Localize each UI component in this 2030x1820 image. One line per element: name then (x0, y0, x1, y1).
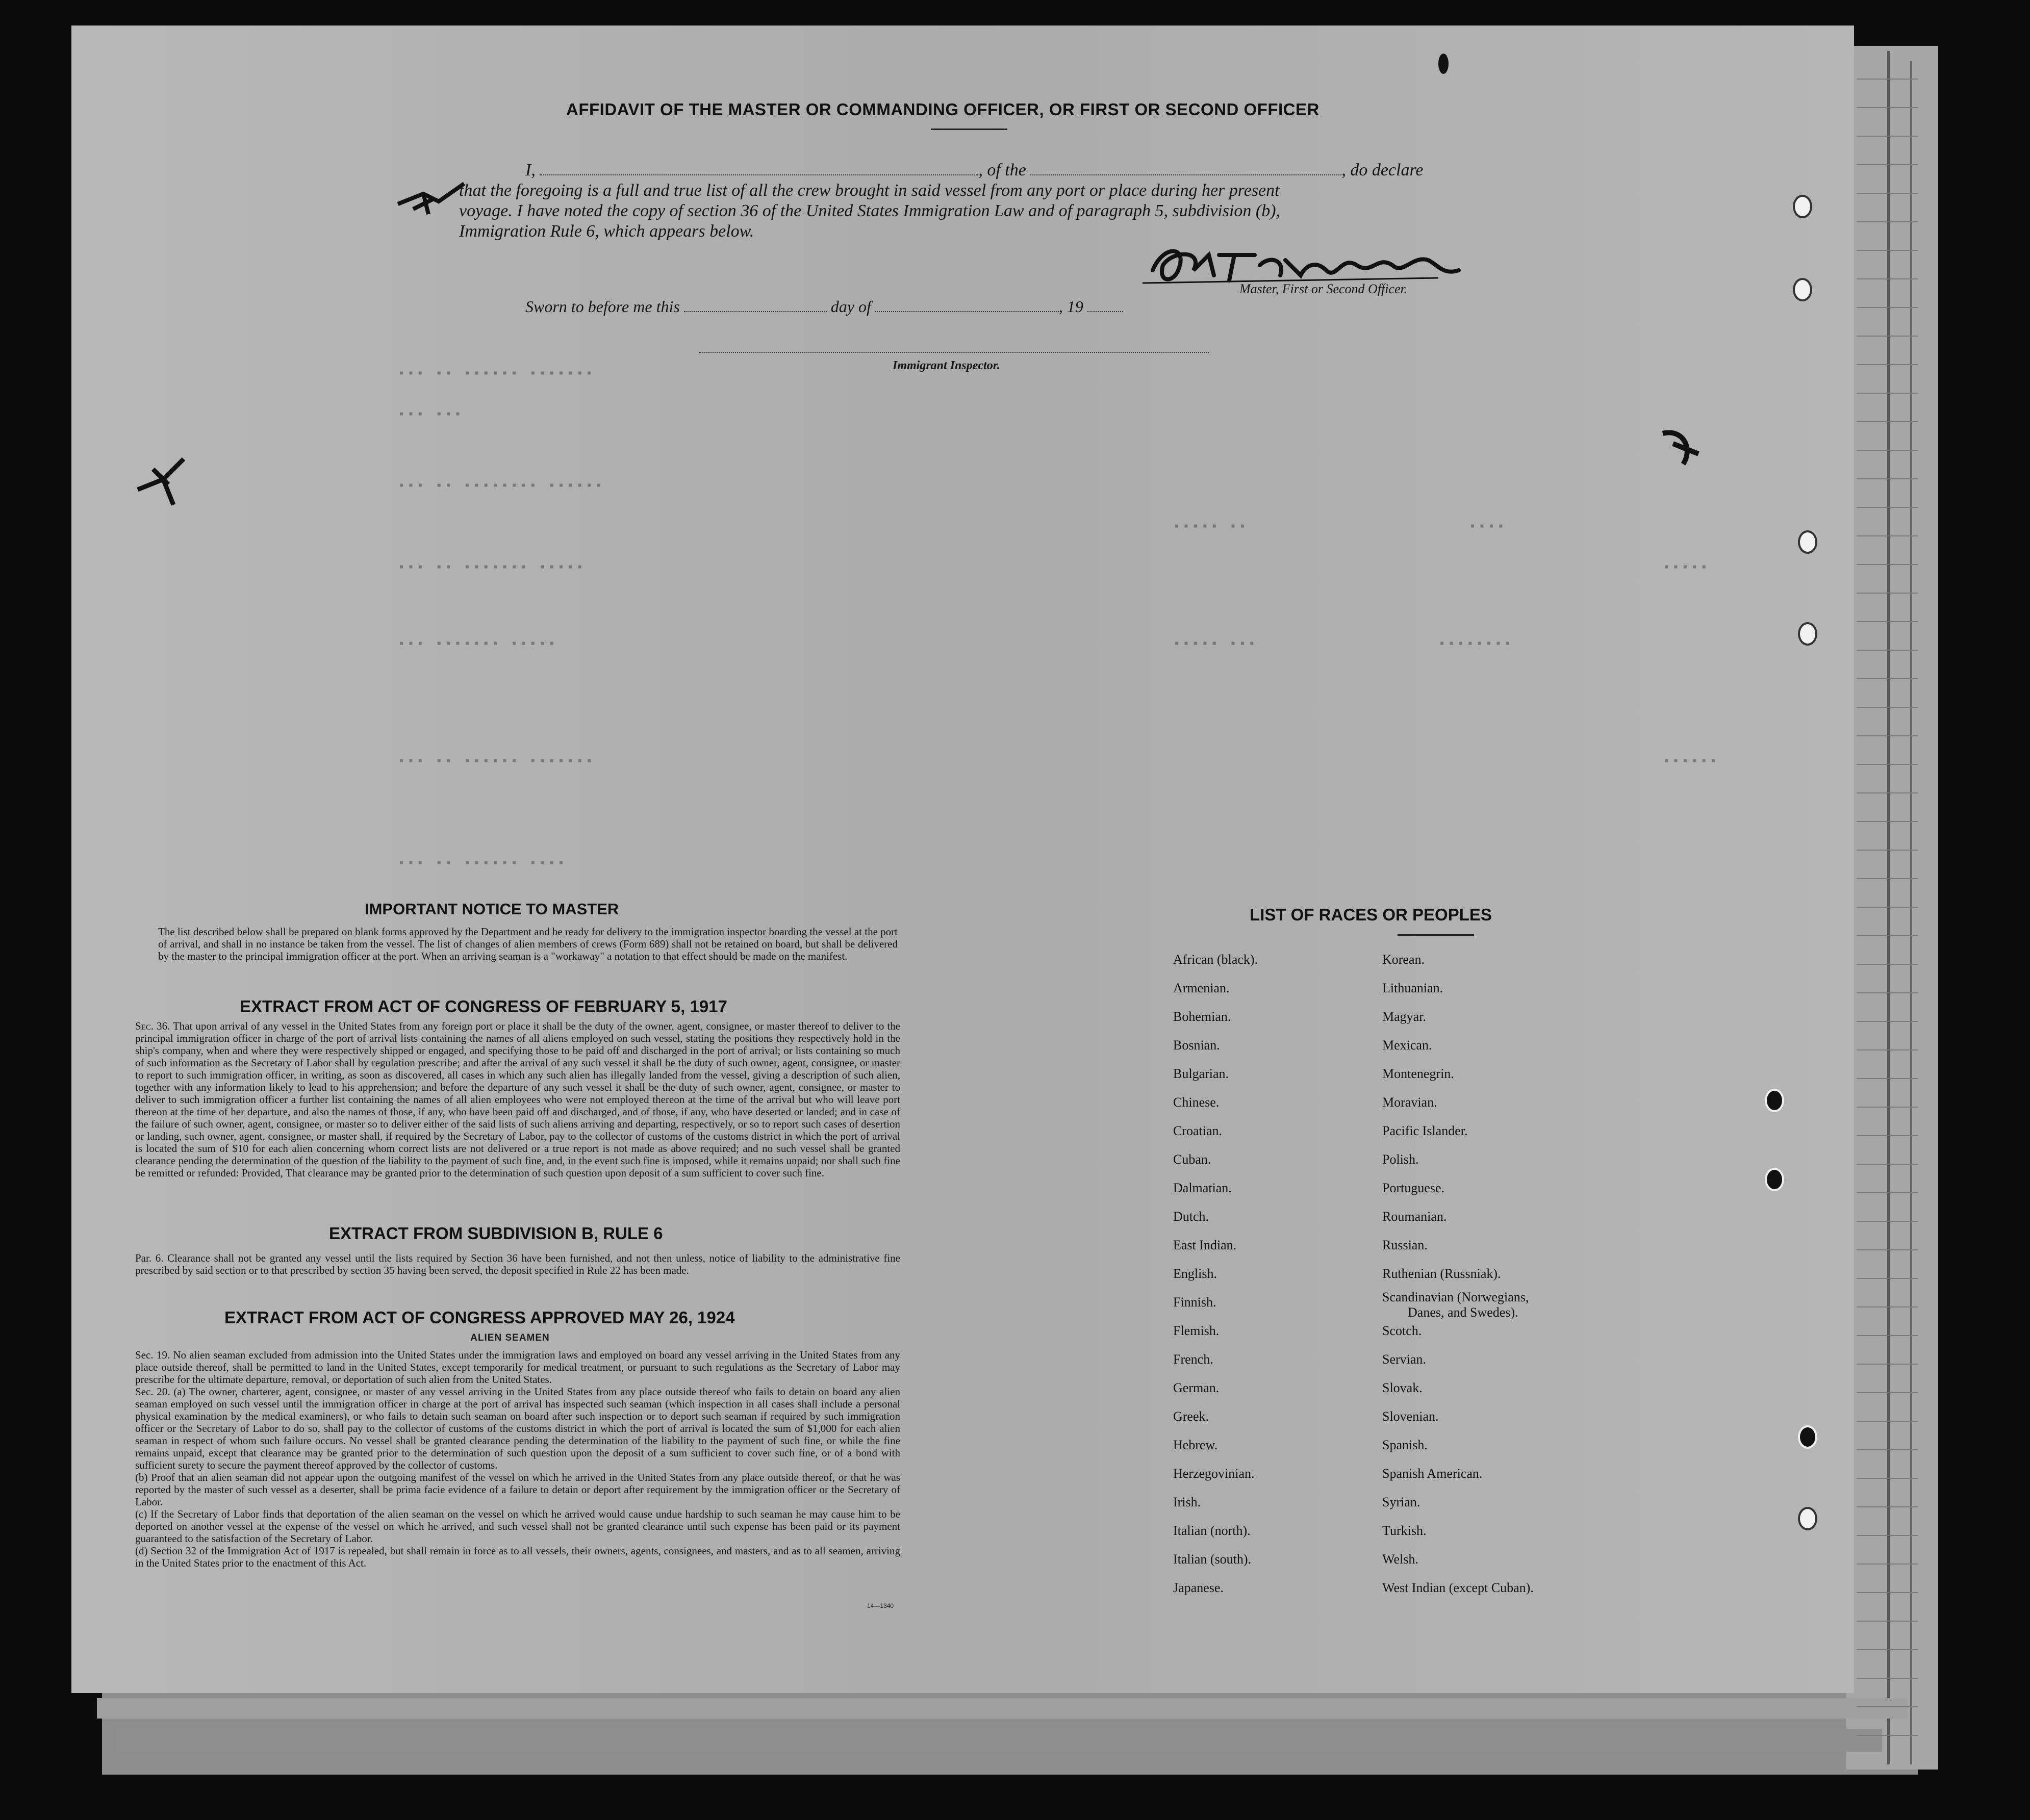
race-item: Scandinavian (Norwegians, (1382, 1290, 1529, 1304)
sworn-label: Sworn to before me this (525, 297, 680, 316)
race-item: Magyar. (1382, 1009, 1426, 1024)
sworn-day-blank[interactable] (684, 311, 827, 312)
notice-body: The list described below shall be prepared on blank forms approved by the Department and be ready for delivery to the immigration inspector boarding the vessel at the port of arrival, and shall in no instance be taken from the vessel. The list of changes of alien members of crews (Form 689) shall not be retained on board, but shall be delivered by the master to the principal immigration officer at the port. When an arriving seaman is a "workaway" a notation to that effect should be made on the manifest. (158, 926, 898, 962)
race-item: Armenian. (1173, 981, 1230, 995)
ink-smudge (128, 444, 209, 515)
races-title: LIST OF RACES OR PEOPLES (1250, 905, 1492, 924)
extract-1917-title: EXTRACT FROM ACT OF CONGRESS OF FEBRUARY 5, 1917 (240, 997, 727, 1016)
ink-smudge (1653, 418, 1714, 479)
bleed-through-row: ▪▪▪ ▪▪ ▪▪▪▪▪▪ ▪▪▪▪ (398, 857, 567, 870)
punch-hole (1793, 195, 1812, 218)
race-item: English. (1173, 1266, 1217, 1281)
race-item: Croatian. (1173, 1123, 1223, 1138)
race-item: Pacific Islander. (1382, 1123, 1468, 1138)
extract-1917-body (135, 1020, 900, 1179)
bottom-strip (97, 1698, 1908, 1719)
race-item: Hebrew. (1173, 1438, 1218, 1452)
race-item: West Indian (except Cuban). (1382, 1580, 1534, 1595)
bleed-through-row: ▪▪▪ ▪▪ ▪▪▪▪▪▪ ▪▪▪▪▪▪▪ (398, 755, 595, 768)
race-item: Russian. (1382, 1238, 1428, 1252)
race-item: East Indian. (1173, 1238, 1237, 1252)
punch-hole (1765, 1089, 1784, 1112)
race-item: Herzegovinian. (1173, 1466, 1255, 1481)
race-item: Cuban. (1173, 1152, 1211, 1167)
alien-seamen-subtitle: ALIEN SEAMEN (470, 1332, 550, 1343)
year-label: , 19 (1058, 297, 1083, 316)
race-item: Greek. (1173, 1409, 1209, 1424)
bleed-through-row: ▪▪▪▪▪▪ (1663, 755, 1719, 768)
race-item: Bohemian. (1173, 1009, 1231, 1024)
vessel-blank[interactable] (1030, 174, 1341, 175)
sec-36-label: Sec. 36. (135, 1020, 170, 1032)
signer-caption: Master, First or Second Officer. (1239, 281, 1408, 296)
extract-1924-body (135, 1349, 900, 1569)
race-item: Korean. (1382, 952, 1425, 967)
race-item: Welsh. (1382, 1552, 1418, 1567)
race-item: Montenegrin. (1382, 1066, 1454, 1081)
race-item: Lithuanian. (1382, 981, 1443, 995)
bleed-through-row: ▪▪▪ ▪▪▪▪▪▪▪ ▪▪▪▪▪ (398, 637, 557, 651)
race-item: Polish. (1382, 1152, 1419, 1167)
name-blank[interactable] (540, 174, 978, 175)
extract-rule6-title: EXTRACT FROM SUBDIVISION B, RULE 6 (329, 1224, 663, 1243)
affidavit-line-2: that the foregoing is a full and true list of all the crew brought in said vessel from any port or place during her present (459, 181, 1280, 200)
do-declare-label: , do declare (1341, 161, 1424, 180)
i-prefix: I, (525, 161, 536, 180)
race-item: Italian (south). (1173, 1552, 1252, 1567)
race-item: Bosnian. (1173, 1038, 1220, 1053)
race-item: Irish. (1173, 1495, 1201, 1509)
ink-smudge (1433, 48, 1454, 79)
race-item: Moravian. (1382, 1095, 1437, 1110)
sworn-line (525, 297, 1123, 316)
bleed-through-row: ▪▪▪▪▪ ▪▪ (1173, 520, 1249, 534)
sec-20d-text: (d) Section 32 of the Immigration Act of 1917 is repealed, but shall remain in force as to all vessels, their owners, agents, consignees, and masters, and as to all seamen, arriving in the United States prior to the enactment of this Act. (135, 1545, 900, 1569)
sworn-year-blank[interactable] (1087, 311, 1123, 312)
race-item: Italian (north). (1173, 1523, 1251, 1538)
bleed-through-row: ▪▪▪ ▪▪ ▪▪▪▪▪▪ ▪▪▪▪▪▪▪ (398, 367, 595, 381)
of-the-label: , of the (978, 161, 1026, 180)
affidavit-line-3: voyage. I have noted the copy of section 36 of the United States Immigration Law and of paragraph 5, subdivision (b), (459, 201, 1281, 220)
inspector-caption: Immigrant Inspector. (893, 359, 1000, 372)
ink-smudge (393, 173, 474, 224)
sec-19-text: Sec. 19. No alien seaman excluded from admission into the United States under the immigration laws and employed on board any vessel arriving in the United States from any place outside thereof, shall be permitted to land in the United States, except temporarily for medical treatment, or pursuant to such regulations as the Secretary of Labor may prescribe for the ultimate departure, removal, or deportation of such alien from the United States. (135, 1349, 900, 1386)
sworn-month-blank[interactable] (875, 311, 1059, 312)
race-item: Servian. (1382, 1352, 1426, 1367)
race-item: Syrian. (1382, 1495, 1420, 1509)
inspector-signature-line[interactable] (699, 352, 1209, 353)
bleed-through-row: ▪▪▪ ▪▪ ▪▪▪▪▪▪▪ ▪▪▪▪▪ (398, 561, 586, 575)
race-item: Spanish. (1382, 1438, 1428, 1452)
race-item: Flemish. (1173, 1323, 1220, 1338)
race-item: Portuguese. (1382, 1181, 1445, 1195)
race-item-continuation: Danes, and Swedes). (1408, 1305, 1518, 1320)
punch-hole (1798, 1507, 1817, 1530)
affidavit-line-1 (525, 161, 1424, 180)
sec-20b-text: (b) Proof that an alien seaman did not appear upon the outgoing manifest of the vessel on which he arrived in the United States from any place outside thereof, or that he was reported by the master of such vessel as a deserter, shall be prima facie evidence of a failure to detain or deport after requirement by the immigration officer or the Secretary of Labor. (135, 1471, 900, 1508)
sec-20c-text: (c) If the Secretary of Labor finds that deportation of the alien seaman on the vessel on which he arrived would cause undue hardship to such seaman he may cause him to be deported on another vessel at the expense of the vessel on which he arrived, and such vessel shall not be granted clearance until such expense has been paid or its payment guaranteed to the satisfaction of the Secretary of Labor. (135, 1508, 900, 1545)
race-item: Ruthenian (Russniak). (1382, 1266, 1501, 1281)
bleed-through-row: ▪▪▪▪▪ (1663, 561, 1710, 575)
punch-hole (1798, 622, 1817, 646)
race-item: Roumanian. (1382, 1209, 1447, 1224)
race-item: Finnish. (1173, 1295, 1216, 1310)
ruled-underlying-page (1857, 51, 1918, 1754)
bleed-through-row: ▪▪▪▪▪ ▪▪▪ (1173, 637, 1258, 651)
title-underline (931, 129, 1007, 130)
bleed-through-row: ▪▪▪ ▪▪▪ (398, 408, 464, 422)
race-item: Dalmatian. (1173, 1181, 1232, 1195)
race-item: Mexican. (1382, 1038, 1432, 1053)
race-item: French. (1173, 1352, 1213, 1367)
race-item: Japanese. (1173, 1580, 1224, 1595)
bleed-through-row: ▪▪▪▪▪▪▪▪ (1438, 637, 1514, 651)
affidavit-line-4: Immigration Rule 6, which appears below. (459, 222, 754, 241)
bleed-through-row: ▪▪▪▪ (1469, 520, 1507, 534)
extract-rule6-body: Par. 6. Clearance shall not be granted any vessel until the lists required by Section 36 have been furnished, and not then unless, notice of liability to the administrative fine prescribed by said section or to that prescribed by section 35 having been served, the deposit specified in Rule 22 has been made. (135, 1252, 900, 1276)
form-number: 14—1340 (867, 1602, 894, 1609)
race-item: Dutch. (1173, 1209, 1209, 1224)
race-item: Scotch. (1382, 1323, 1422, 1338)
races-title-underline (1398, 934, 1474, 936)
race-item: African (black). (1173, 952, 1258, 967)
race-item: Chinese. (1173, 1095, 1220, 1110)
punch-hole (1793, 278, 1812, 301)
bottom-strip (117, 1729, 1882, 1752)
sec-36-text: That upon arrival of any vessel in the United States from any foreign port or place it shall be the duty of the owner, agent, consignee, or master thereof to deliver to the principal immigration officer in charge of the port of arrival lists containing the names of all aliens employed on such vessel, stating the positions they respectively hold in the ship's company, when and where they were respectively shipped or engaged, and specifying those to be paid off and discharged in the port of arrival; or lists containing so much of such information as the Secretary of Labor shall by regulation prescribe; and after the arrival of any such vessel it shall be the duty of such owner, agent, consignee, or master to report to such immigration officer, in writing, as soon as discovered, all cases in which any such alien has illegally landed from the vessel, giving a description of such alien, together with any information likely to lead to his apprehension; and before the departure of any such vessel it shall be the duty of such owner, agent, consignee, or master to deliver to such immigration officer a further list containing the names of all alien employees who were not employed thereon at the time of the arrival but who will leave port thereon at the time of her departure, and also the names of those, if any, who have been paid off and discharged, and of those, if any, who have deserted or landed; and in case of the failure of such owner, agent, consignee, or master so to deliver either of the said lists of such aliens arriving and departing, respectively, or so to report such cases of desertion or landing, such owner, agent, consignee, or master shall, if required by the Secretary of Labor, pay to the collector of customs of the customs district in which the port of arrival is located the sum of $10 for each alien concerning whom correct lists are not delivered or a true report is not made as above required; and no such vessel shall be granted clearance pending the determination of the question of the liability to the payment of such fine, and, in the event such fine is imposed, while it remains unpaid; nor shall such fine be remitted or refunded: Provided, That clearance may be granted prior to the determination of such question upon deposit of a sum sufficient to cover such fine. (135, 1020, 900, 1179)
notice-title: IMPORTANT NOTICE TO MASTER (365, 900, 619, 918)
punch-hole (1798, 1425, 1817, 1449)
race-item: Turkish. (1382, 1523, 1427, 1538)
affidavit-title: AFFIDAVIT OF THE MASTER OR COMMANDING OFFICER, OR FIRST OR SECOND OFFICER (566, 100, 1320, 119)
extract-1924-title: EXTRACT FROM ACT OF CONGRESS APPROVED MAY 26, 1924 (224, 1308, 735, 1327)
race-item: Bulgarian. (1173, 1066, 1229, 1081)
race-item: Spanish American. (1382, 1466, 1483, 1481)
bleed-through-row: ▪▪▪ ▪▪ ▪▪▪▪▪▪▪▪ ▪▪▪▪▪▪ (398, 479, 604, 493)
race-item: Slovenian. (1382, 1409, 1439, 1424)
race-item: German. (1173, 1380, 1220, 1395)
punch-hole (1765, 1168, 1784, 1191)
race-item: Slovak. (1382, 1380, 1423, 1395)
day-of-label: day of (830, 297, 871, 316)
sec-20a-text: Sec. 20. (a) The owner, charterer, agent, consignee, or master of any vessel arriving in the United States from any place outside thereof who fails to detain on board any alien seaman employed on such vessel until the immigration officer in charge at the port of arrival has inspected such seaman (which inspection in all cases shall include a personal physical examination by the medical examiners), or who fails to detain such seaman on board after such inspection or to deport such seaman if required by such immigration officer or the Secretary of Labor to do so, shall pay to the collector of customs of the customs district in which the port of arrival is located the sum of $1,000 for each alien seaman in respect of whom such failure occurs. No vessel shall be granted clearance pending the determination of the liability to the payment of such fine, or while the fine remains unpaid, except that clearance may be granted prior to the determination of such question upon the deposit of a sum sufficient to cover such fine, or of a bond with sufficient surety to secure the payment thereof approved by the collector of customs. (135, 1386, 900, 1471)
punch-hole (1798, 530, 1817, 554)
